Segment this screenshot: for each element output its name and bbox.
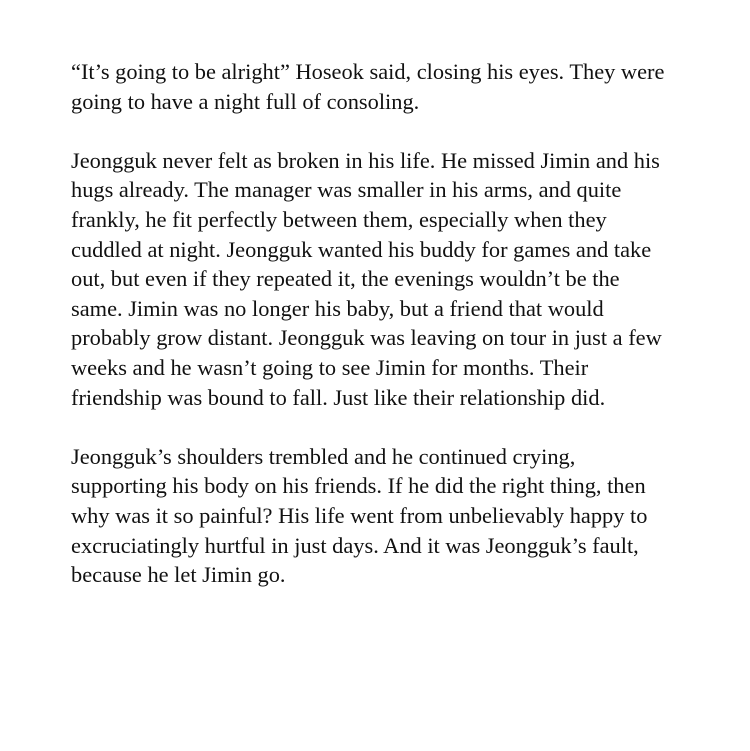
text-line: same. Jimin was no longer his baby, but a friend that would [71,295,604,321]
text-line: Jeongguk never felt as broken in his life. He missed Jimin and his [71,147,660,173]
text-line: excruciatingly hurtful in just days. And it was Jeongguk’s fault, [71,532,639,558]
text-line: Jeongguk’s shoulders trembled and he continued crying, [71,443,576,469]
text-line: weeks and he wasn’t going to see Jimin for months. Their [71,354,589,380]
text-line: cuddled at night. Jeongguk wanted his buddy for games and take [71,236,652,262]
paragraph-2 [71,146,683,412]
text-line: why was it so painful? His life went from unbelievably happy to [71,502,648,528]
text-line: going to have a night full of consoling. [71,88,420,114]
text-line: supporting his body on his friends. If he did the right thing, then [71,473,646,499]
text-line: “It’s going to be alright” Hoseok said, closing his eyes. They were [71,59,665,84]
text-line: friendship was bound to fall. Just like their relationship did. [71,384,606,410]
text-line: frankly, he fit perfectly between them, especially when they [71,206,607,232]
paragraph-1 [71,57,683,116]
story-text [71,57,683,619]
text-line: hugs already. The manager was smaller in his arms, and quite [71,177,622,203]
text-line: out, but even if they repeated it, the evenings wouldn’t be the [71,266,620,292]
text-line: probably grow distant. Jeongguk was leaving on tour in just a few [71,325,662,351]
paragraph-3 [71,442,683,590]
text-line: because he let Jimin go. [71,562,286,588]
